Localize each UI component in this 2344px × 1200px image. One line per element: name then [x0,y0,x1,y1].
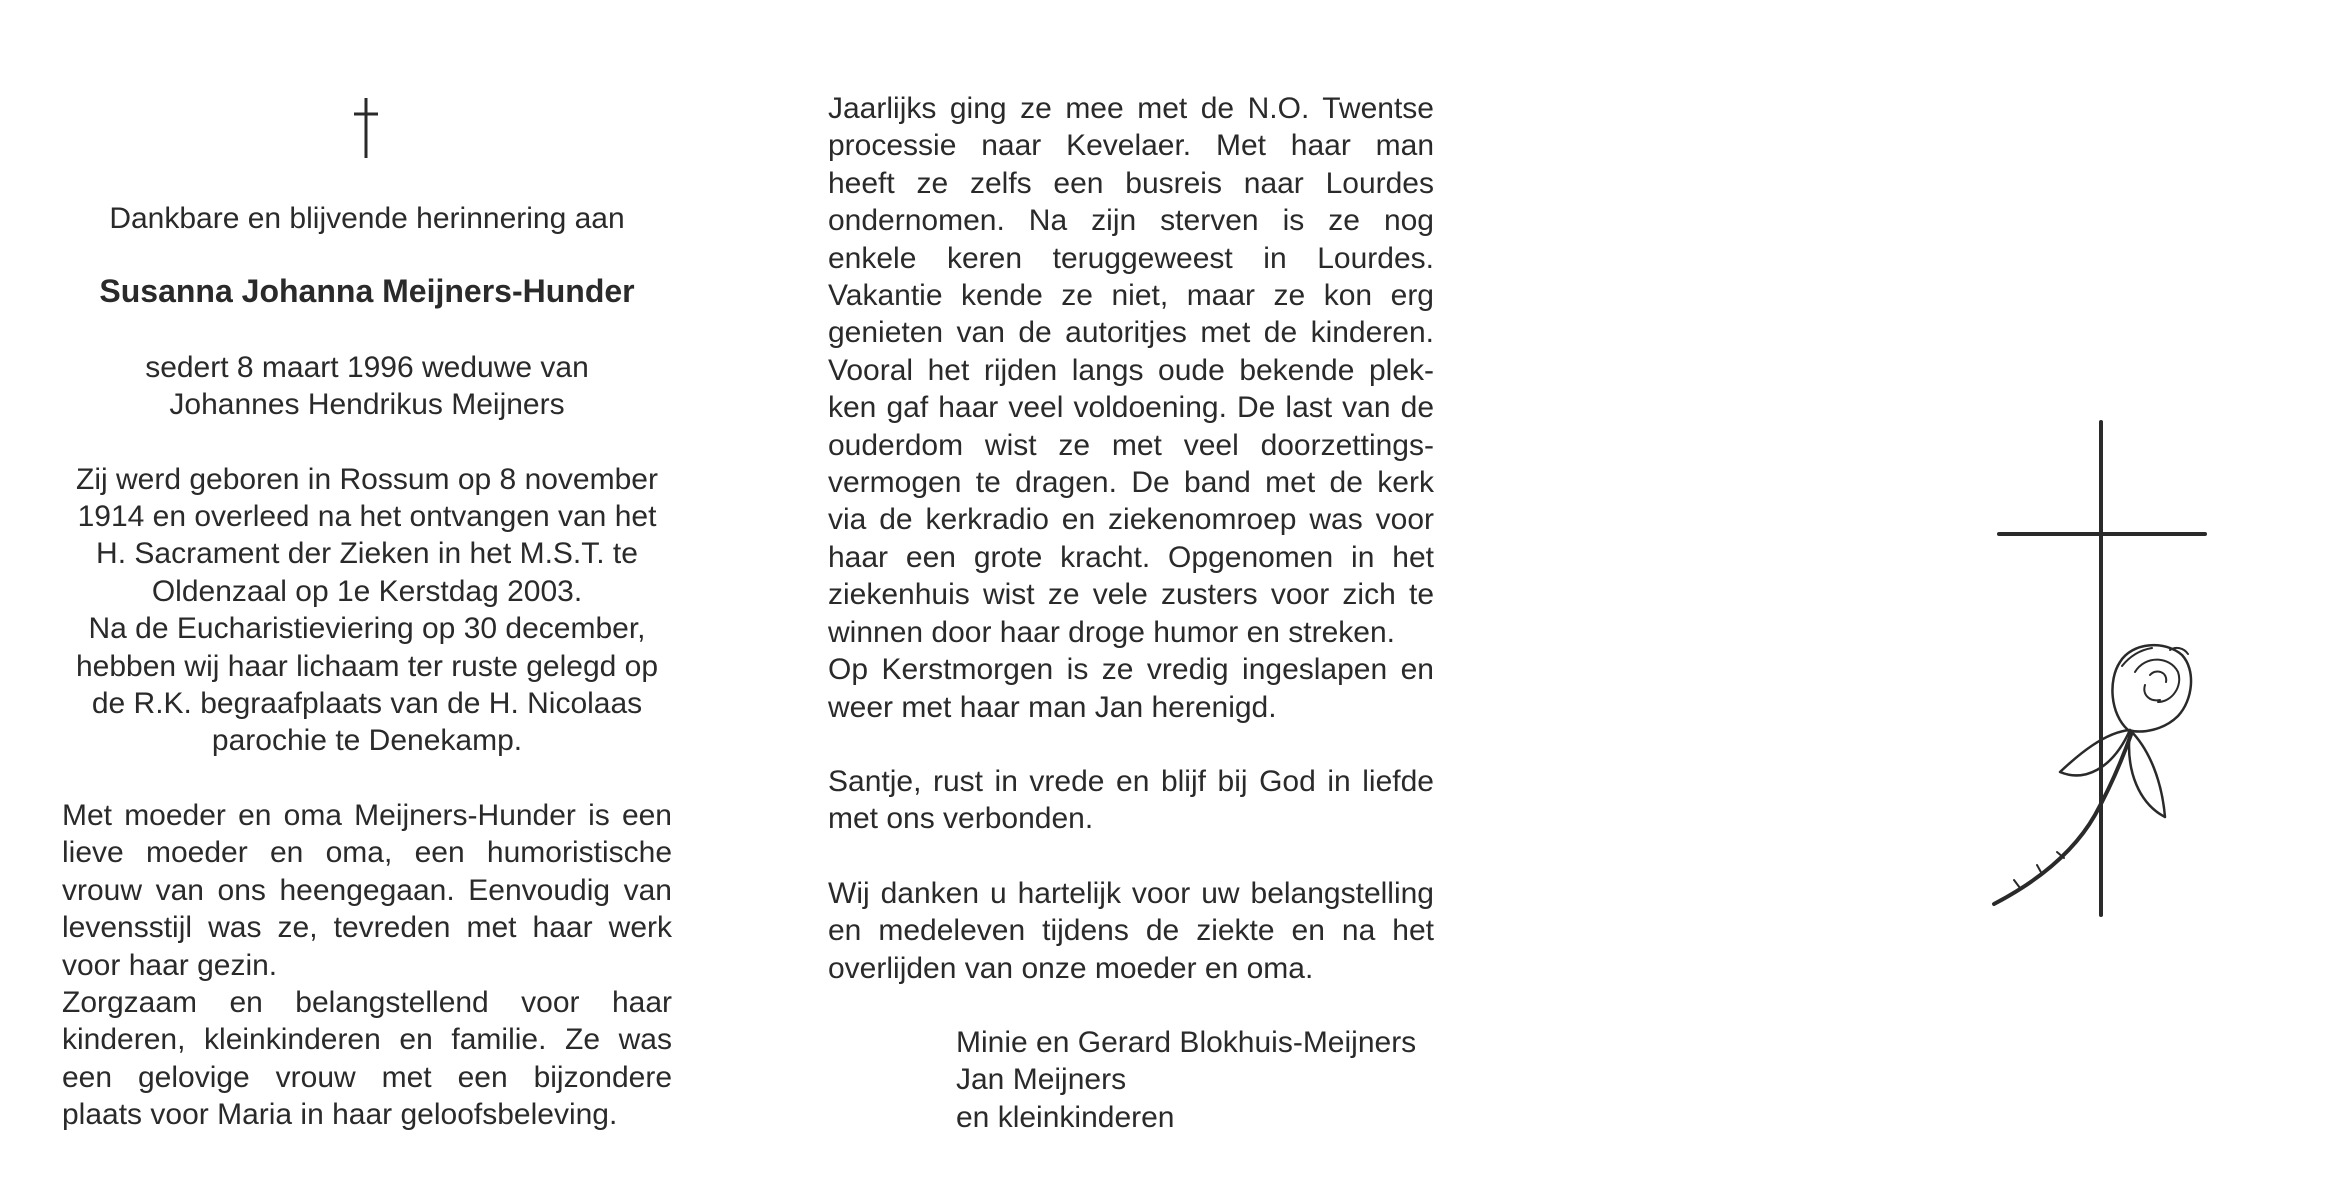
bio-line: hebben wij haar lichaam ter ruste gelegd op [75,649,659,683]
text-line: enkele keren teruggeweest in Lourdes. [828,241,1434,275]
text-line: heeft ze zelfs een busreis naar Lourdes [828,166,1434,200]
biography-block [62,461,672,760]
text-line: vrouw van ons heengegaan. Eenvoudig van [62,873,672,907]
deceased-name: Susanna Johanna Meijners-Hunder [99,273,635,310]
text-line: Zorgzaam en belangstellend voor haar [62,985,672,1019]
widow-line: sedert 8 maart 1996 weduwe van [145,350,589,384]
text-line: en medeleven tijdens de ziekte en na het [828,914,1434,948]
text-line: met ons verbonden. [828,802,1094,836]
thanks-paragraph [828,875,1434,987]
text-line: overlijden van onze moeder en oma. [828,951,1314,985]
cross-icon [352,96,380,160]
bio-line: parochie te Denekamp. [211,724,523,758]
text-line: via de kerkradio en ziekenomroep was voor [828,503,1434,537]
text-line: Santje, rust in vrede en blijf bij God in liefde [828,764,1434,798]
text-line: Vooral het rijden langs oude bekende plek- [828,353,1434,387]
text-line: winnen door haar droge humor en streken. [828,615,1396,649]
middle-column [828,90,1434,1136]
text-line: lieve moeder en oma, een humoristische [62,836,672,870]
text-line: ondernomen. Na zijn sterven is ze nog [828,204,1434,238]
memory-paragraph-2 [62,984,672,1134]
signature-line: en kleinkinderen [956,1100,1175,1134]
text-line: ken gaf haar veel voldoening. De last van de [828,391,1434,425]
text-line: voor haar gezin. [62,948,278,982]
text-line: haar een grote kracht. Opgenomen in het [828,540,1434,574]
bio-line: Zij werd geboren in Rossum op 8 november [76,462,658,496]
text-line: vermogen te dragen. De band met de kerk [828,466,1434,500]
text-line: Wij danken u hartelijk voor uw belangstelling [828,876,1434,910]
intro-text: Dankbare en blijvende herinnering aan [109,202,625,235]
signature-line: Minie en Gerard Blokhuis-Meijners [956,1025,1417,1059]
memory-paragraph-1 [62,797,672,984]
left-column [62,200,672,1134]
text-line: levensstijl was ze, tevreden met haar werk [62,911,672,945]
text-line: ouderdom wist ze met veel doorzettings- [828,428,1434,462]
bio-line: Na de Eucharistieviering op 30 december, [88,612,646,646]
life-paragraph [828,90,1434,726]
text-line: ziekenhuis wist ze vele zusters voor zich te [828,578,1434,612]
text-line: weer met haar man Jan herenigd. [828,690,1277,724]
text-line: plaats voor Maria in haar geloofsbeleving. [62,1098,618,1132]
widow-line: Johannes Hendrikus Meijners [169,388,565,422]
text-line: een gelovige vrouw met een bijzondere [62,1060,672,1094]
text-line: Vakantie kende ze niet, maar ze kon erg [828,279,1434,313]
bio-line: H. Sacrament der Zieken in het M.S.T. te [96,537,638,571]
signature-line: Jan Meijners [956,1063,1127,1097]
farewell-paragraph [828,763,1434,838]
text-line: Met moeder en oma Meijners-Hunder is een [62,798,672,832]
signature-block [828,1024,1434,1136]
widow-block [62,349,672,424]
bio-line: 1914 en overleed na het ontvangen van het [77,500,657,534]
text-line: Jaarlijks ging ze mee met de N.O. Twentse [828,92,1434,125]
text-line: processie naar Kevelaer. Met haar man [828,129,1434,163]
bio-line: de R.K. begraafplaats van de H. Nicolaas [91,687,643,721]
text-line: genieten van de autoritjes met de kinderen. [828,316,1434,350]
text-line: kinderen, kleinkinderen en familie. Ze was [62,1023,672,1057]
text-line: Op Kerstmorgen is ze vredig ingeslapen en [828,653,1434,687]
bio-line: Oldenzaal op 1e Kerstdag 2003. [151,574,583,608]
cross-with-rose-illustration [1980,410,2220,930]
